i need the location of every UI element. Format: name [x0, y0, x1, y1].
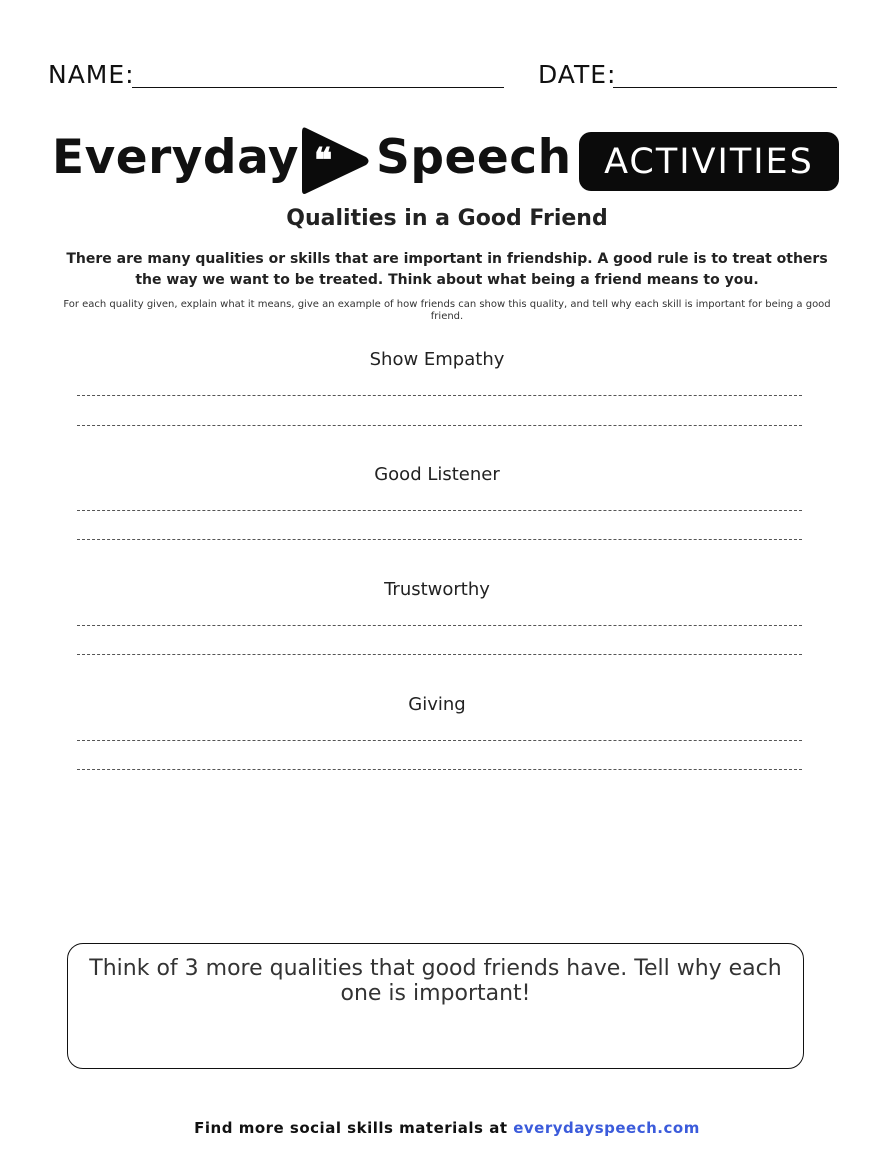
play-quote-icon	[302, 126, 370, 196]
quality-label-empathy: Show Empathy	[369, 349, 505, 370]
intro-text: There are many qualities or skills that are important in friendship. A good rule is to treat others the way we want to be treated. Think about what being a friend means to you.	[66, 251, 828, 288]
answer-line[interactable]	[77, 740, 802, 741]
answer-line[interactable]	[77, 510, 802, 511]
footer	[0, 1119, 894, 1137]
answer-line[interactable]	[77, 654, 802, 655]
svg-text:❝: ❝	[314, 141, 333, 181]
activities-badge: ACTIVITIES	[579, 132, 839, 191]
quality-label-trustworthy: Trustworthy	[384, 579, 490, 600]
instructions-text: For each quality given, explain what it means, give an example of how friends can show this quality, and tell why each skill is important for being a good friend.	[63, 299, 831, 322]
answer-line[interactable]	[77, 625, 802, 626]
logo-word-speech: Speech	[376, 130, 572, 185]
prompt-text: Think of 3 more qualities that good friends have. Tell why each one is important!	[89, 956, 782, 1006]
prompt-box[interactable]	[67, 943, 804, 1069]
answer-line[interactable]	[77, 769, 802, 770]
answer-line[interactable]	[77, 395, 802, 396]
name-field-line[interactable]	[132, 87, 504, 88]
quality-label-giving: Giving	[408, 694, 466, 715]
answer-line[interactable]	[77, 425, 802, 426]
name-label: NAME:	[48, 60, 135, 89]
date-field-line[interactable]	[613, 87, 837, 88]
date-label: DATE:	[538, 60, 617, 89]
footer-text: Find more social skills materials at	[194, 1119, 508, 1137]
quality-label-listener: Good Listener	[374, 464, 500, 485]
logo-word-everyday: Everyday	[52, 130, 299, 185]
page-title: Qualities in a Good Friend	[286, 206, 608, 231]
answer-line[interactable]	[77, 539, 802, 540]
footer-link[interactable]: everydayspeech.com	[513, 1119, 700, 1137]
